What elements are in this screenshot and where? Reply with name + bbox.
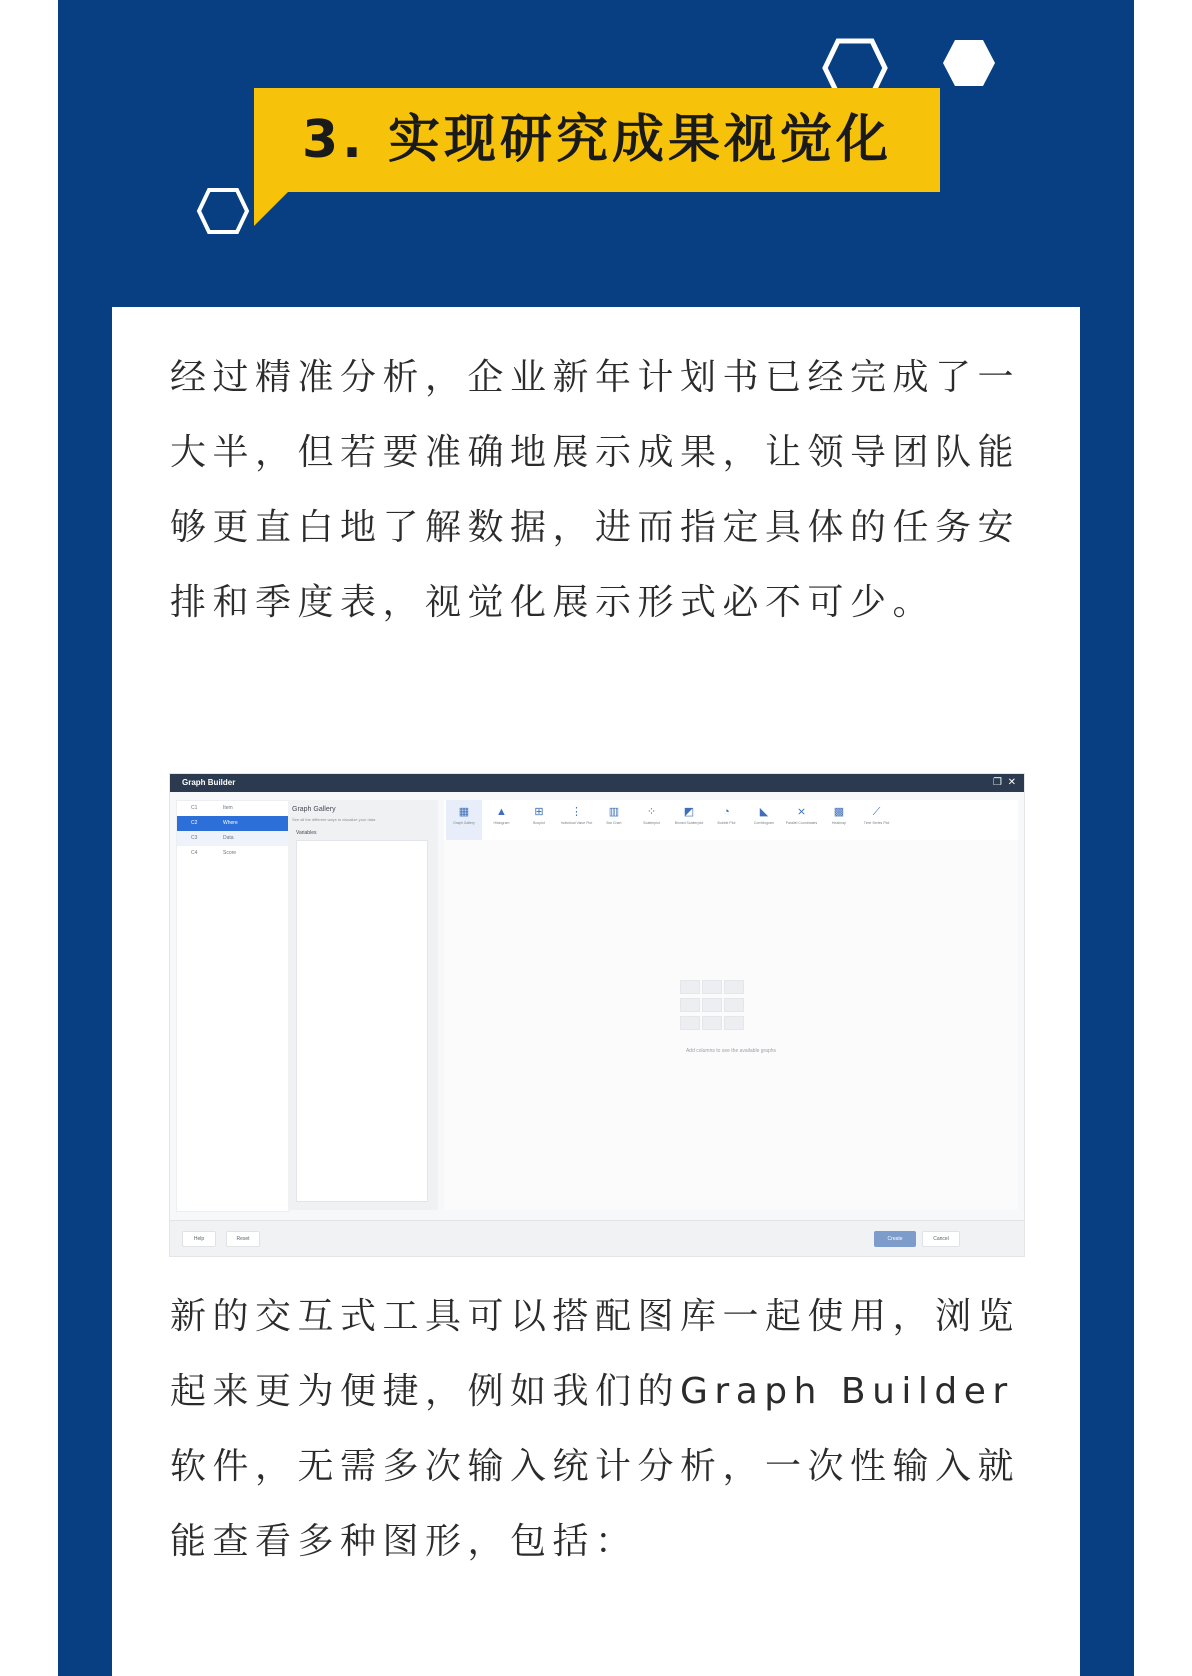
section-banner [254, 88, 940, 192]
tool-label: Corrlelogram [753, 821, 775, 825]
restore-icon: ❐ [993, 777, 1002, 788]
variables-label: Variables [296, 830, 317, 836]
bubble-plot-icon: ◔ [723, 806, 730, 818]
parallel-coordinates-icon: ⨯ [796, 806, 807, 818]
tool-histogram[interactable] [484, 800, 520, 840]
intro-paragraph: 经过精准分析，企业新年计划书已经完成了一大半，但若要准确地展示成果，让领导团队能够更直白地了解数据，进而指定具体的任务安排和季度表，视觉化展示形式必不可少。 [170, 357, 1021, 623]
tool-label: Heatmap [831, 821, 847, 825]
tool-label: Graph Gallery [453, 821, 475, 825]
scatterplot-icon: ⁘ [646, 806, 657, 818]
gallery-subtitle: See all the different ways to visualize your data [292, 817, 376, 822]
tool-correlogram[interactable] [746, 800, 782, 840]
list-item: C3 Data [177, 831, 289, 846]
content-card [112, 307, 1080, 1676]
help-button[interactable]: Help [182, 1231, 216, 1247]
bar-chart-icon: ▥ [608, 806, 620, 818]
tool-label: Bar Chart [606, 821, 622, 825]
tool-grid[interactable] [446, 800, 482, 840]
placeholder-graph-icon [680, 980, 746, 1036]
hexagon-filled-icon [942, 38, 996, 88]
list-item: C1 Item [191, 805, 233, 811]
tool-time-series[interactable] [859, 800, 895, 840]
window-title: Graph Builder [182, 778, 236, 787]
list-item: C4 Score [191, 850, 237, 856]
tool-scatterplot[interactable] [634, 800, 670, 840]
graph-type-toolbar [444, 800, 1018, 841]
close-icon: ✕ [1007, 777, 1016, 788]
boxplot-icon: ⊞ [534, 806, 544, 818]
tool-bar-chart[interactable] [596, 800, 632, 840]
section-title: 3. 实现研究成果视觉化 [301, 110, 893, 170]
cancel-button[interactable]: Cancel [922, 1231, 960, 1247]
body-paragraph: 新的交互式工具可以搭配图库一起使用，浏览起来更为便捷，例如我们的Graph Builder软件，无需多次输入统计分析，一次性输入就能查看多种图形，包括： [170, 1296, 1021, 1562]
tool-heatmap[interactable] [821, 800, 857, 840]
list-item: C2 Where [177, 816, 289, 831]
graph-gallery-panel [288, 800, 438, 1210]
hexagon-outline-small-icon [196, 187, 250, 235]
tool-label: Individual Value Plot [560, 821, 593, 825]
gallery-title: Graph Gallery [292, 806, 336, 813]
tool-bubble-plot[interactable] [709, 800, 745, 840]
column-list [176, 800, 290, 1212]
dialog-footer [170, 1220, 1024, 1257]
tool-boxplot[interactable] [521, 800, 557, 840]
tool-label: Parallel Coordinates [785, 821, 818, 825]
heatmap-icon: ▩ [833, 806, 845, 818]
graph-canvas [444, 840, 1018, 1210]
correlogram-icon: ◣ [759, 806, 769, 818]
binned-scatter-icon: ◩ [683, 806, 695, 818]
tool-label: Time Series Plot [863, 821, 890, 825]
tool-parallel-coordinates[interactable] [784, 800, 820, 840]
tool-label: Histogram [493, 821, 510, 825]
reset-button[interactable]: Reset [226, 1231, 260, 1247]
tool-label: Bubble Plot [717, 821, 736, 825]
variables-box [296, 840, 428, 1202]
tool-label: Boxplot [533, 821, 545, 825]
tool-binned-scatter[interactable] [671, 800, 707, 840]
create-button[interactable]: Create [874, 1231, 916, 1247]
placeholder-text: Add columns to see the available graphs [685, 1048, 777, 1054]
individual-value-icon: ⋮ [571, 806, 582, 818]
window-titlebar [170, 774, 1024, 792]
tool-label: Scatterplot [643, 821, 660, 825]
grid-icon: ▦ [458, 806, 470, 818]
tool-individual-value[interactable] [559, 800, 595, 840]
histogram-icon: ▲ [496, 806, 507, 818]
banner-tail [254, 190, 290, 226]
graph-builder-screenshot [169, 773, 1025, 1257]
time-series-icon: ⟋ [872, 806, 881, 818]
tool-label: Binned Scatterplot [674, 821, 704, 825]
